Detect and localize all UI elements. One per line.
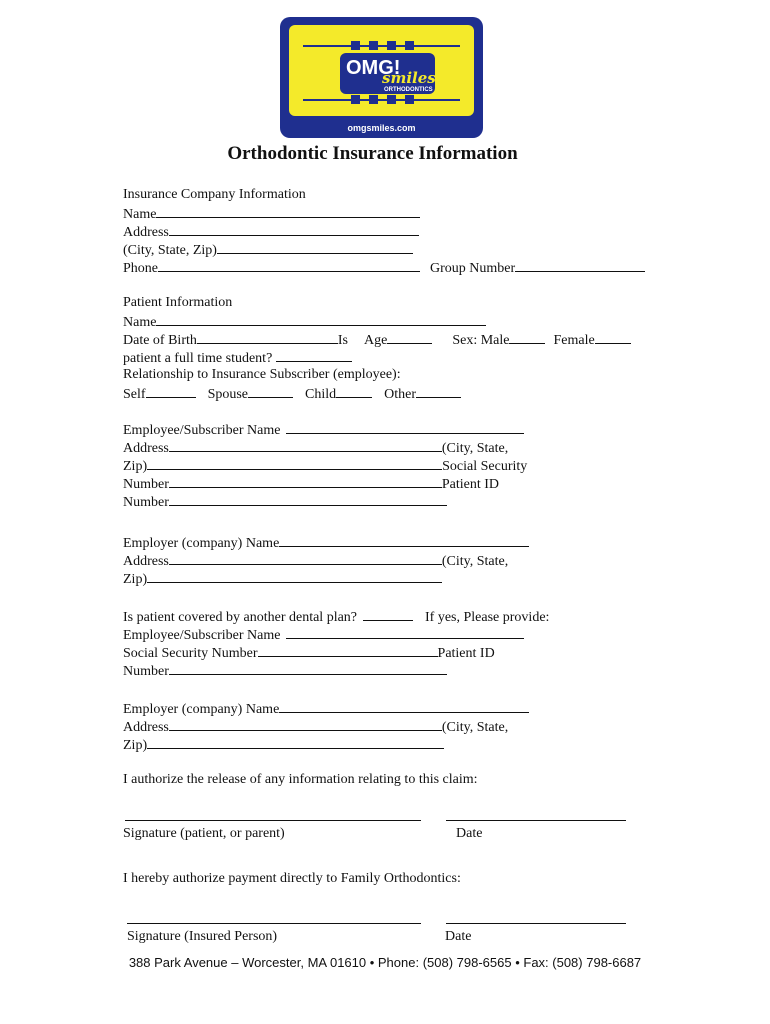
patient-heading: Patient Information [123, 295, 233, 310]
insurance-phone-label: Phone [123, 261, 158, 276]
employee-city-state-label: (City, State, [441, 441, 509, 456]
logo-omg-text: OMG! [346, 57, 401, 79]
patient-name-row [123, 312, 486, 330]
insurance-name-field[interactable] [156, 204, 420, 218]
ssn-number-label: Number [123, 477, 169, 492]
employer1-zip-field[interactable] [147, 569, 442, 583]
spouse-field[interactable] [248, 384, 293, 398]
patient-id-field[interactable] [169, 492, 447, 506]
employee-address-field[interactable] [169, 438, 442, 452]
employer2-address-label: Address [123, 720, 169, 735]
employer2-zip-row [123, 735, 444, 753]
social-security-label: Social Security [442, 459, 528, 474]
is-label: Is [337, 333, 348, 348]
male-field[interactable] [509, 330, 545, 344]
employee-name-row [123, 420, 524, 438]
ssn-field[interactable] [169, 474, 442, 488]
employer1-name-label: Employer (company) Name [123, 536, 280, 551]
employee-name-label: Employee/Subscriber Name [123, 423, 281, 438]
omg-smiles-logo [280, 17, 483, 138]
insurance-address-label: Address [123, 225, 169, 240]
dob-label: Date of Birth [123, 333, 197, 348]
other-field[interactable] [416, 384, 461, 398]
employer2-zip-label: Zip) [123, 738, 148, 753]
employee-address-row [123, 438, 508, 456]
patient-signature-label: Signature (patient, or parent) [123, 826, 285, 841]
other-number-field[interactable] [169, 661, 447, 675]
group-number-field[interactable] [515, 258, 645, 272]
other-employee-label: Employee/Subscriber Name [123, 628, 281, 643]
other-employee-field[interactable] [286, 625, 524, 639]
full-time-field[interactable] [276, 348, 352, 362]
employer1-zip-row [123, 569, 442, 587]
other-ssn-row [123, 643, 495, 661]
date2-line[interactable] [446, 923, 626, 924]
logo-graphic [289, 25, 474, 116]
employer2-name-row [123, 699, 529, 717]
dob-field[interactable] [197, 330, 338, 344]
logo-ortho-text: ORTHODONTICS [384, 87, 433, 93]
patient-dob-row [123, 330, 631, 348]
date2-label: Date [445, 929, 472, 944]
authorize-release-text: I authorize the release of any information relating to this claim: [123, 772, 478, 787]
employer2-city-state-label: (City, State, [441, 720, 509, 735]
employer1-city-state-label: (City, State, [441, 554, 509, 569]
patient-name-label: Name [123, 315, 157, 330]
employer2-name-field[interactable] [279, 699, 529, 713]
insurance-name-row [123, 204, 420, 222]
employer1-zip-label: Zip) [123, 572, 148, 587]
self-label: Self [123, 387, 146, 402]
employee-ssn-row [123, 474, 499, 492]
full-time-label: patient a full time student? [123, 351, 273, 366]
patient-signature-line[interactable] [125, 820, 421, 821]
insurance-address-field[interactable] [169, 222, 419, 236]
patient-id-number-label: Number [123, 495, 169, 510]
female-label: Female [553, 333, 595, 348]
authorize-payment-text: I hereby authorize payment directly to Family Orthodontics: [123, 871, 461, 886]
relationship-label: Relationship to Insurance Subscriber (employee): [123, 367, 401, 382]
other-ssn-label: Social Security Number [123, 646, 258, 661]
other-employee-row [123, 625, 524, 643]
employer1-address-row [123, 551, 508, 569]
insured-signature-line[interactable] [127, 923, 421, 924]
page-title: Orthodontic Insurance Information [227, 143, 518, 164]
logo-smiles-text: smiles [382, 69, 436, 87]
self-field[interactable] [146, 384, 196, 398]
sex-male-label: Sex: Male [452, 333, 510, 348]
insurance-phone-field[interactable] [158, 258, 420, 272]
child-label: Child [305, 387, 337, 402]
insurance-city-row [123, 240, 413, 258]
insurance-heading: Insurance Company Information [123, 187, 306, 202]
employer1-address-label: Address [123, 554, 169, 569]
other-plan-row [123, 607, 549, 625]
other-ssn-field[interactable] [258, 643, 438, 657]
other-label: Other [384, 387, 417, 402]
employee-zip-row [123, 456, 527, 474]
employee-address-label: Address [123, 441, 169, 456]
age-field[interactable] [387, 330, 432, 344]
employer2-zip-field[interactable] [147, 735, 444, 749]
other-number-label: Number [123, 664, 169, 679]
logo-badge [289, 25, 474, 116]
employee-zip-field[interactable] [147, 456, 442, 470]
relationship-row [123, 384, 461, 402]
insurance-address-row [123, 222, 419, 240]
female-field[interactable] [595, 330, 631, 344]
insurance-city-label: (City, State, Zip) [123, 243, 217, 258]
employer2-address-field[interactable] [169, 717, 442, 731]
patient-name-field[interactable] [156, 312, 486, 326]
patient-id-row [123, 492, 447, 510]
if-yes-label: If yes, Please provide: [425, 610, 550, 625]
full-time-row [123, 348, 352, 366]
date1-label: Date [456, 826, 483, 841]
patient-id-label: Patient ID [441, 477, 500, 492]
child-field[interactable] [336, 384, 372, 398]
age-label: Age [364, 333, 388, 348]
other-patient-id-label: Patient ID [437, 646, 495, 661]
spouse-label: Spouse [207, 387, 249, 402]
insured-signature-label: Signature (Insured Person) [127, 929, 278, 944]
footer-address: 388 Park Avenue – Worcester, MA 01610 • Phone: (508) 798-6565 • Fax: (508) 798-6687 [128, 955, 642, 970]
insurance-city-field[interactable] [217, 240, 413, 254]
employer2-address-row [123, 717, 508, 735]
insurance-phone-row [123, 258, 645, 276]
group-number-label: Group Number [430, 261, 516, 276]
employee-zip-label: Zip) [123, 459, 148, 474]
other-number-row [123, 661, 447, 679]
logo-url: omgsmiles.com [347, 123, 416, 133]
employer2-name-label: Employer (company) Name [123, 702, 280, 717]
employee-name-field[interactable] [286, 420, 524, 434]
employer1-address-field[interactable] [169, 551, 442, 565]
employer1-name-field[interactable] [279, 533, 529, 547]
employer1-name-row [123, 533, 529, 551]
other-plan-field[interactable] [363, 607, 413, 621]
other-plan-question: Is patient covered by another dental plan? [123, 610, 358, 625]
insurance-name-label: Name [123, 207, 157, 222]
date1-line[interactable] [446, 820, 626, 821]
